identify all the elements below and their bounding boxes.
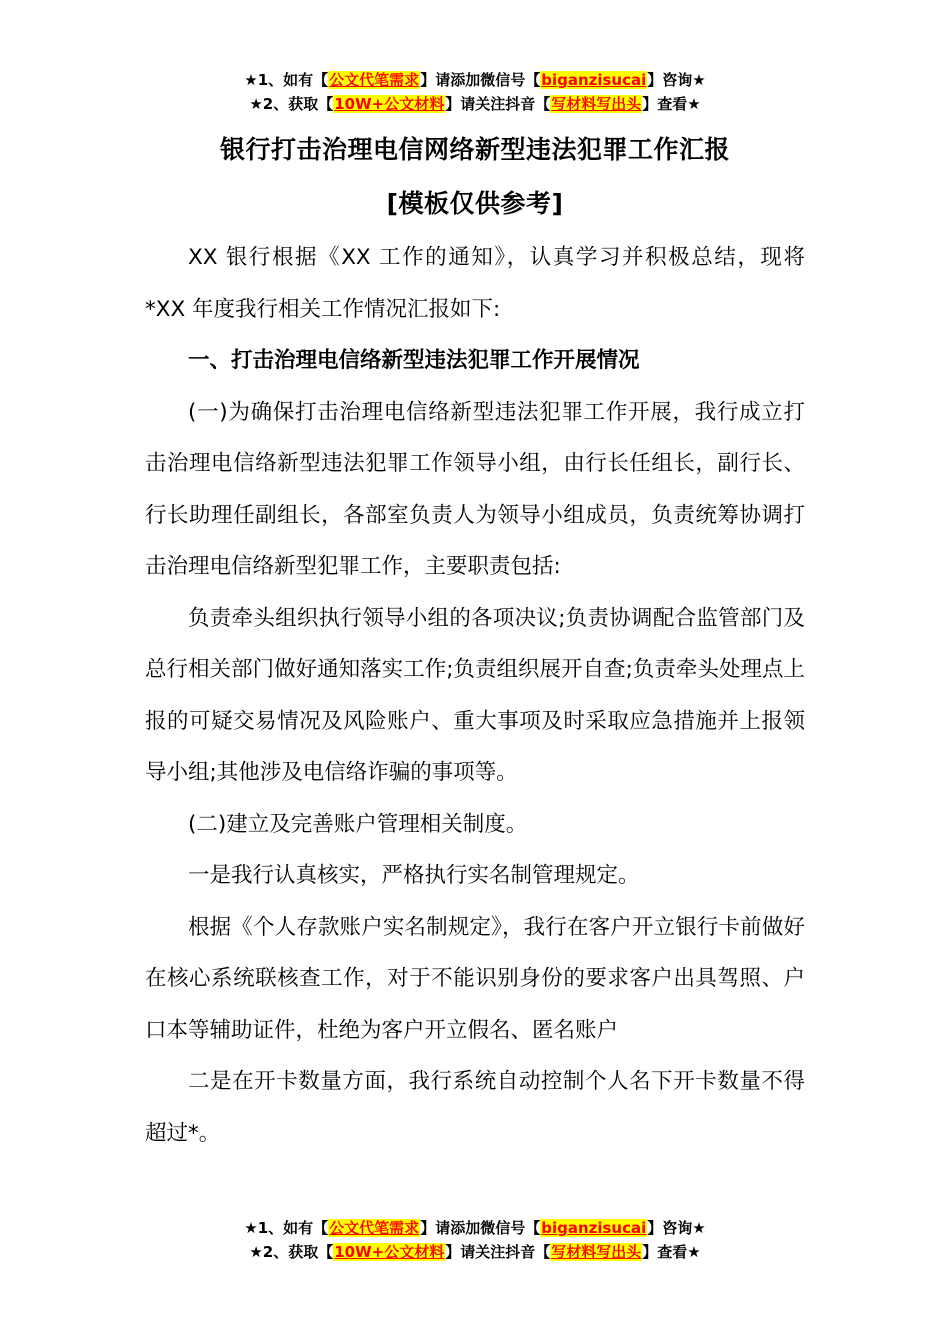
promo-line-1 <box>0 68 950 92</box>
document-subtitle: [模板仅供参考] <box>386 189 564 218</box>
section-heading: 一、打击治理电信络新型违法犯罪工作开展情况 <box>188 348 640 373</box>
paragraph: (一)为确保打击治理电信络新型违法犯罪工作开展，我行成立打击治理电信络新型违法犯罪工作领导小组，由行长任组长，副行长、行长助理任副组长，各部室负责人为领导小组成员，负责统筹协调打击治理电信络新型犯罪工作，主要职责包括: <box>145 399 805 579</box>
promo-text: 】咨询★ <box>647 71 706 89</box>
promo-text: 】请关注抖音【 <box>445 95 551 113</box>
promo-highlight: 公文代笔需求 <box>329 71 420 89</box>
paragraph: 根据《个人存款账户实名制规定》，我行在客户开立银行卡前做好在核心系统联核查工作，对于不能识别身份的要求客户出具驾照、户口本等辅助证件，杜绝为客户开立假名、匿名账户 <box>145 914 805 1043</box>
paragraph: 二是在开卡数量方面，我行系统自动控制个人名下开卡数量不得超过*。 <box>145 1069 805 1146</box>
promo-text: 】请关注抖音【 <box>445 1243 551 1261</box>
promo-text: 】查看★ <box>642 95 701 113</box>
document-body <box>145 232 805 1159</box>
promo-text: ★1、如有【 <box>244 1219 329 1237</box>
promo-text: ★1、如有【 <box>244 71 329 89</box>
promo-highlight: 公文代笔需求 <box>329 1219 420 1237</box>
promo-text: ★2、获取【 <box>249 95 334 113</box>
promo-highlight: biganzisucai <box>541 1219 647 1237</box>
promo-text: 】请添加微信号【 <box>420 1219 541 1237</box>
promo-text: ★2、获取【 <box>249 1243 334 1261</box>
promo-text: 】咨询★ <box>647 1219 706 1237</box>
promo-footer <box>0 1216 950 1264</box>
promo-line-2 <box>0 92 950 116</box>
promo-highlight: 10W+公文材料 <box>334 1243 445 1261</box>
promo-highlight: biganzisucai <box>541 71 647 89</box>
paragraph: 负责牵头组织执行领导小组的各项决议;负责协调配合监管部门及总行相关部门做好通知落实工作;负责组织展开自查;负责牵头处理点上报的可疑交易情况及风险账户、重大事项及时采取应急措施并上报领导小组;其他涉及电信络诈骗的事项等。 <box>145 605 805 785</box>
promo-line-1 <box>0 1216 950 1240</box>
document-title: 银行打击治理电信网络新型违法犯罪工作汇报 <box>219 135 730 164</box>
paragraph: XX 银行根据《XX 工作的通知》，认真学习并积极总结，现将*XX 年度我行相关工作情况汇报如下: <box>145 245 805 322</box>
promo-text: 】查看★ <box>642 1243 701 1261</box>
promo-text: 】请添加微信号【 <box>420 71 541 89</box>
promo-header <box>0 68 950 116</box>
promo-highlight: 写材料写出头 <box>551 95 642 113</box>
promo-line-2 <box>0 1240 950 1264</box>
promo-highlight: 写材料写出头 <box>551 1243 642 1261</box>
promo-highlight: 10W+公文材料 <box>334 95 445 113</box>
paragraph: 一是我行认真核实，严格执行实名制管理规定。 <box>188 863 640 888</box>
paragraph: (二)建立及完善账户管理相关制度。 <box>188 811 528 837</box>
